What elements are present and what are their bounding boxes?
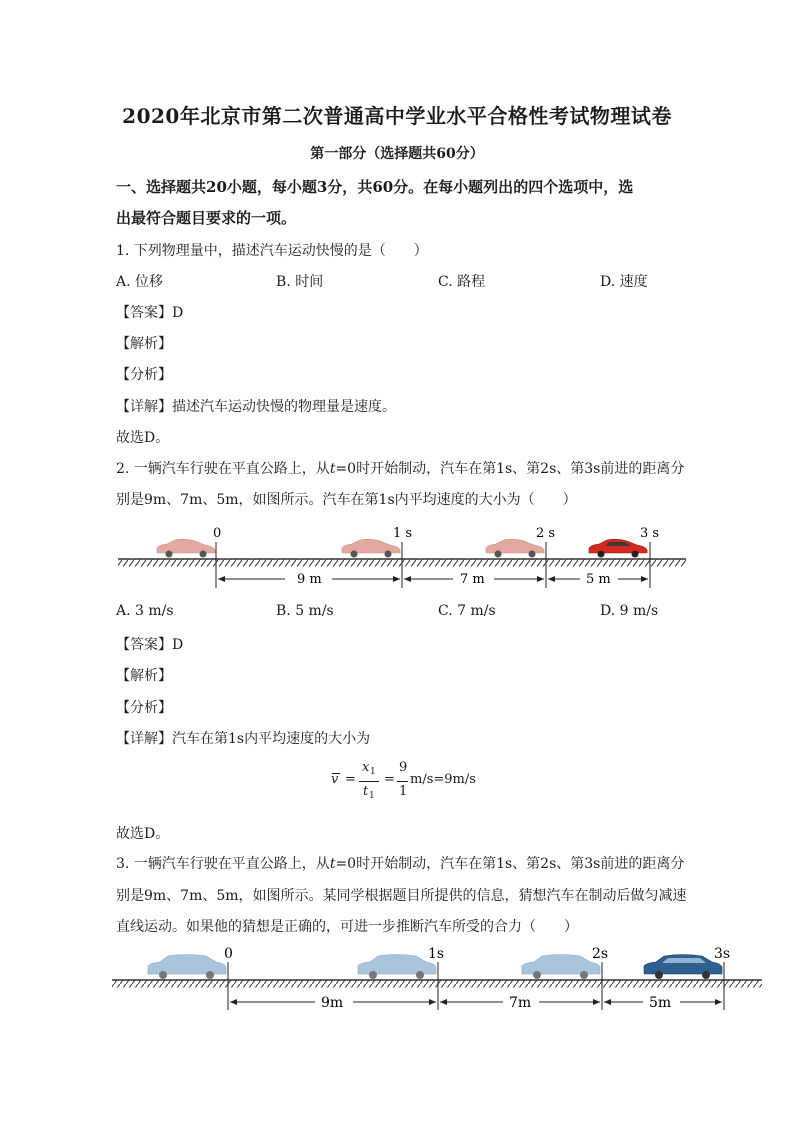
- formula-x-sub: 1: [370, 767, 376, 777]
- q2-conclusion: 故选D。: [116, 826, 170, 842]
- q1-option-b: B. 时间: [276, 274, 324, 290]
- q2-option-b: B. 5 m/s: [276, 603, 334, 619]
- distance-label: 7m: [509, 995, 532, 1011]
- car-icon: [157, 539, 215, 557]
- q2-fenxi-label: 【分析】: [116, 700, 172, 716]
- fraction-bar: [397, 781, 408, 782]
- time-label: 2s: [592, 946, 609, 962]
- detail-label: 【详解】: [116, 731, 172, 747]
- q3-stem-t: t: [329, 856, 336, 872]
- formula-den: 1: [399, 784, 408, 799]
- part-title: 第一部分（选择题共60分）: [310, 146, 484, 162]
- page-title: 2020年北京市第二次普通高中学业水平合格性考试物理试卷: [122, 104, 672, 128]
- formula-tail: m/s=9m/s: [410, 772, 476, 787]
- section-instruction-line1: 一、选择题共20小题，每小题3分，共60分。在每小题列出的四个选项中，选: [116, 178, 634, 196]
- time-label: 1 s: [393, 526, 413, 541]
- answer-value: D: [172, 305, 184, 321]
- q1-stem: 1. 下列物理量中，描述汽车运动快慢的是（ ）: [116, 243, 428, 259]
- formula-v: v: [331, 772, 339, 787]
- car-icon: [342, 539, 400, 557]
- q3-stem-line3: 直线运动。如果他的猜想是正确的，可进一步推断汽车所受的合力（ ）: [116, 919, 578, 935]
- q3-stem-pre: 3. 一辆汽车行驶在平直公路上，从: [116, 856, 330, 872]
- answer-value: D: [172, 637, 184, 653]
- q3-stem-post: =0时开始制动，汽车在第1s、第2s、第3s前进的距离分: [335, 856, 685, 872]
- detail-label: 【详解】: [116, 399, 172, 415]
- time-label: 1s: [428, 946, 445, 962]
- time-label: 0: [224, 946, 233, 962]
- q1-option-d: D. 速度: [600, 274, 648, 290]
- blue-car-icon: [644, 955, 722, 980]
- q3-stem-line2: 别是9m、7m、5m，如图所示。某同学根据题目所提供的信息，猜想汽车在制动后做匀减速: [116, 888, 687, 904]
- formula-equals: =: [384, 772, 395, 787]
- q1-fenxi-label: 【分析】: [116, 367, 172, 383]
- q3-stem-line1: [116, 853, 684, 873]
- time-label: 2 s: [536, 526, 556, 541]
- distance-label: 9m: [321, 995, 344, 1011]
- q1-answer: [116, 302, 183, 322]
- detail-text: 汽车在第1s内平均速度的大小为: [172, 731, 371, 747]
- car-icon: [522, 955, 600, 980]
- q1-conclusion: 故选D。: [116, 430, 170, 446]
- q2-option-a: A. 3 m/s: [116, 603, 174, 619]
- q2-motion-figure: [110, 520, 690, 595]
- q2-stem-t: t: [329, 461, 336, 477]
- detail-text: 描述汽车运动快慢的物理量是速度。: [172, 399, 396, 415]
- car-icon: [148, 955, 226, 980]
- ground-hatch: [112, 981, 762, 988]
- formula-t: t: [363, 784, 369, 799]
- time-label: 0: [213, 526, 222, 541]
- distance-label: 5 m: [586, 572, 611, 587]
- distance-label: 9 m: [297, 572, 322, 587]
- q3-motion-figure: [108, 944, 768, 1016]
- formula-equals: =: [345, 772, 356, 787]
- car-icon: [486, 539, 544, 557]
- q2-answer: [116, 634, 183, 654]
- time-label: 3 s: [640, 526, 660, 541]
- q1-jiexi-label: 【解析】: [116, 336, 172, 352]
- q2-detail: [116, 728, 370, 748]
- average-velocity-formula: [330, 762, 490, 806]
- fraction-bar: [359, 781, 379, 782]
- answer-label: 【答案】: [116, 305, 172, 321]
- formula-t-sub: 1: [369, 791, 375, 801]
- q1-detail: [116, 396, 396, 416]
- q1-option-a: A. 位移: [116, 274, 164, 290]
- time-label: 3s: [714, 946, 731, 962]
- q1-option-c: C. 路程: [438, 274, 486, 290]
- q2-stem-post: =0时开始制动，汽车在第1s、第2s、第3s前进的距离分: [335, 461, 685, 477]
- formula-num: 9: [399, 760, 408, 775]
- q2-stem-pre: 2. 一辆汽车行驶在平直公路上，从: [116, 461, 330, 477]
- answer-label: 【答案】: [116, 637, 172, 653]
- q2-jiexi-label: 【解析】: [116, 668, 172, 684]
- q2-stem-line2: 别是9m、7m、5m，如图所示。汽车在第1s内平均速度的大小为（ ）: [116, 492, 577, 508]
- q2-stem-line1: [116, 458, 684, 478]
- distance-label: 7 m: [460, 572, 485, 587]
- car-icon: [358, 955, 436, 980]
- q2-option-c: C. 7 m/s: [438, 603, 496, 619]
- distance-label: 5m: [649, 995, 672, 1011]
- section-instruction-line2: 出最符合题目要求的一项。: [116, 209, 297, 227]
- formula-x: x: [362, 760, 370, 775]
- q2-option-d: D. 9 m/s: [600, 603, 659, 619]
- red-car-icon: [589, 539, 647, 557]
